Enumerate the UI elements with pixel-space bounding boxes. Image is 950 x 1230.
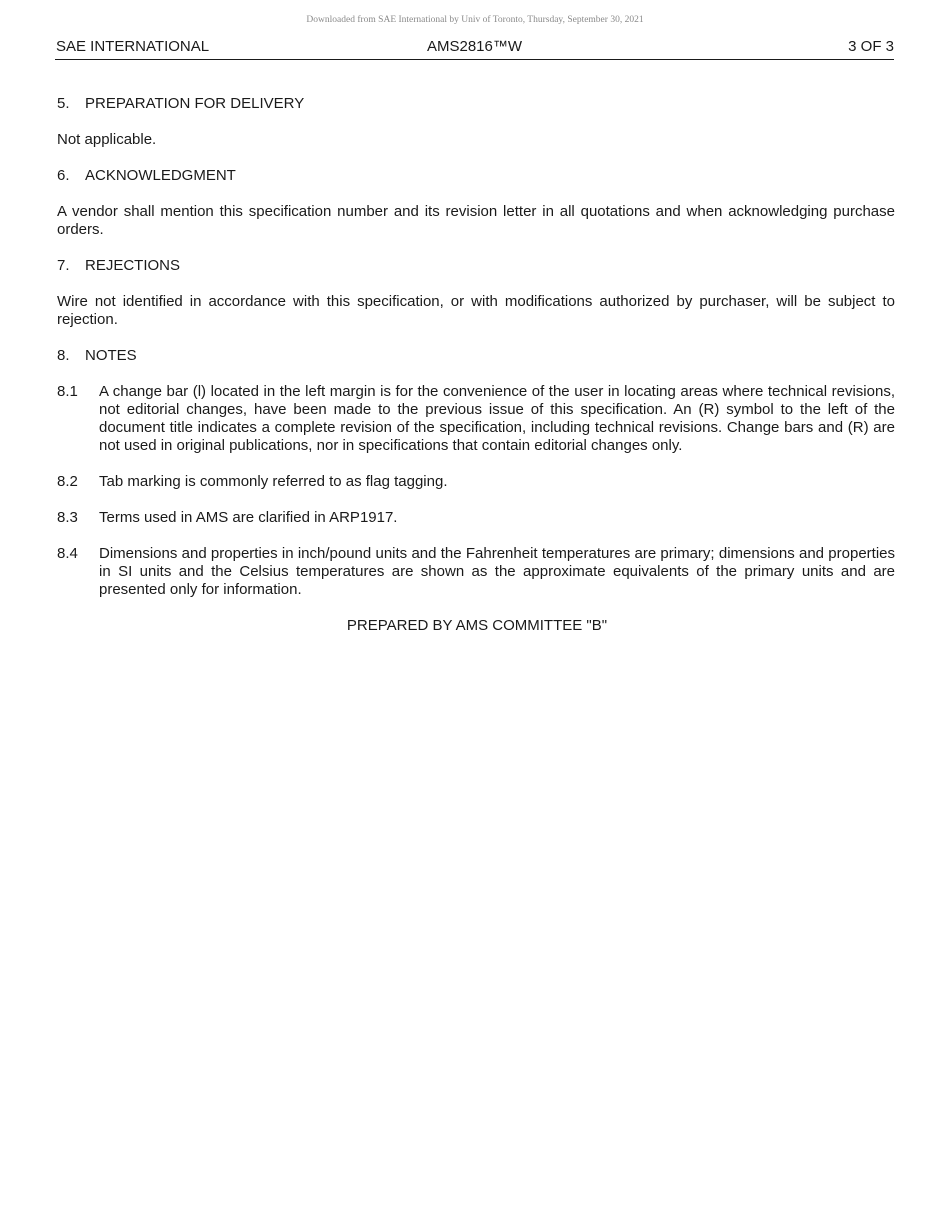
- section-title: ACKNOWLEDGMENT: [85, 167, 236, 184]
- section-title: REJECTIONS: [85, 257, 181, 274]
- note-number: 8.2: [57, 473, 78, 490]
- section-number: 6.: [57, 167, 70, 184]
- note-text: Tab marking is commonly referred to as flag tagging.: [99, 473, 448, 490]
- section-number: 8.: [57, 347, 70, 364]
- note-text: Terms used in AMS are clarified in ARP1917.: [99, 509, 398, 526]
- section-number: 5.: [57, 95, 70, 112]
- note-item: [57, 545, 895, 599]
- note-number: 8.1: [57, 383, 78, 400]
- section-body-acknowledgment: A vendor shall mention this specification number and its revision letter in all quotations and when acknowledging purchase orders.: [57, 203, 895, 238]
- note-number: 8.4: [57, 545, 78, 562]
- section-body-rejections: Wire not identified in accordance with this specification, or with modifications authorized by purchaser, will be subject to rejection.: [57, 293, 895, 328]
- note-item: [57, 473, 895, 491]
- prepared-by-line: PREPARED BY AMS COMMITTEE "B": [346, 617, 608, 634]
- header-document-number: AMS2816™W: [426, 38, 523, 55]
- note-item: [57, 383, 895, 455]
- note-text: A change bar (l) located in the left margin is for the convenience of the user in locating areas where technical revisions, not editorial changes, have been made to the previous issue of this specification. An (R) symbol to the left of the document title indicates a complete revision of the specification, including technical revisions. Change bars and (R) are not used in original publications, nor in specifications that contain editorial changes only.: [99, 383, 895, 454]
- header-organization: SAE INTERNATIONAL: [56, 38, 210, 55]
- document-body: [57, 95, 895, 635]
- header-page-number: 3 OF 3: [848, 38, 894, 55]
- download-watermark: Downloaded from SAE International by Univ of Toronto, Thursday, September 30, 2021: [306, 15, 644, 25]
- section-body-preparation-for-delivery: Not applicable.: [57, 131, 157, 148]
- section-title: NOTES: [85, 347, 137, 364]
- section-heading-rejections: [57, 257, 895, 275]
- note-text: Dimensions and properties in inch/pound units and the Fahrenheit temperatures are primary; dimensions and properties in SI units and the Celsius temperatures are shown as the approximate equivalents of the primary units and are presented only for information.: [99, 545, 895, 598]
- page-header: [55, 38, 894, 60]
- section-heading-acknowledgment: [57, 167, 895, 185]
- section-heading-preparation-for-delivery: [57, 95, 895, 113]
- section-heading-notes: [57, 347, 895, 365]
- note-item: [57, 509, 895, 527]
- section-number: 7.: [57, 257, 70, 274]
- section-title: PREPARATION FOR DELIVERY: [85, 95, 305, 112]
- note-number: 8.3: [57, 509, 78, 526]
